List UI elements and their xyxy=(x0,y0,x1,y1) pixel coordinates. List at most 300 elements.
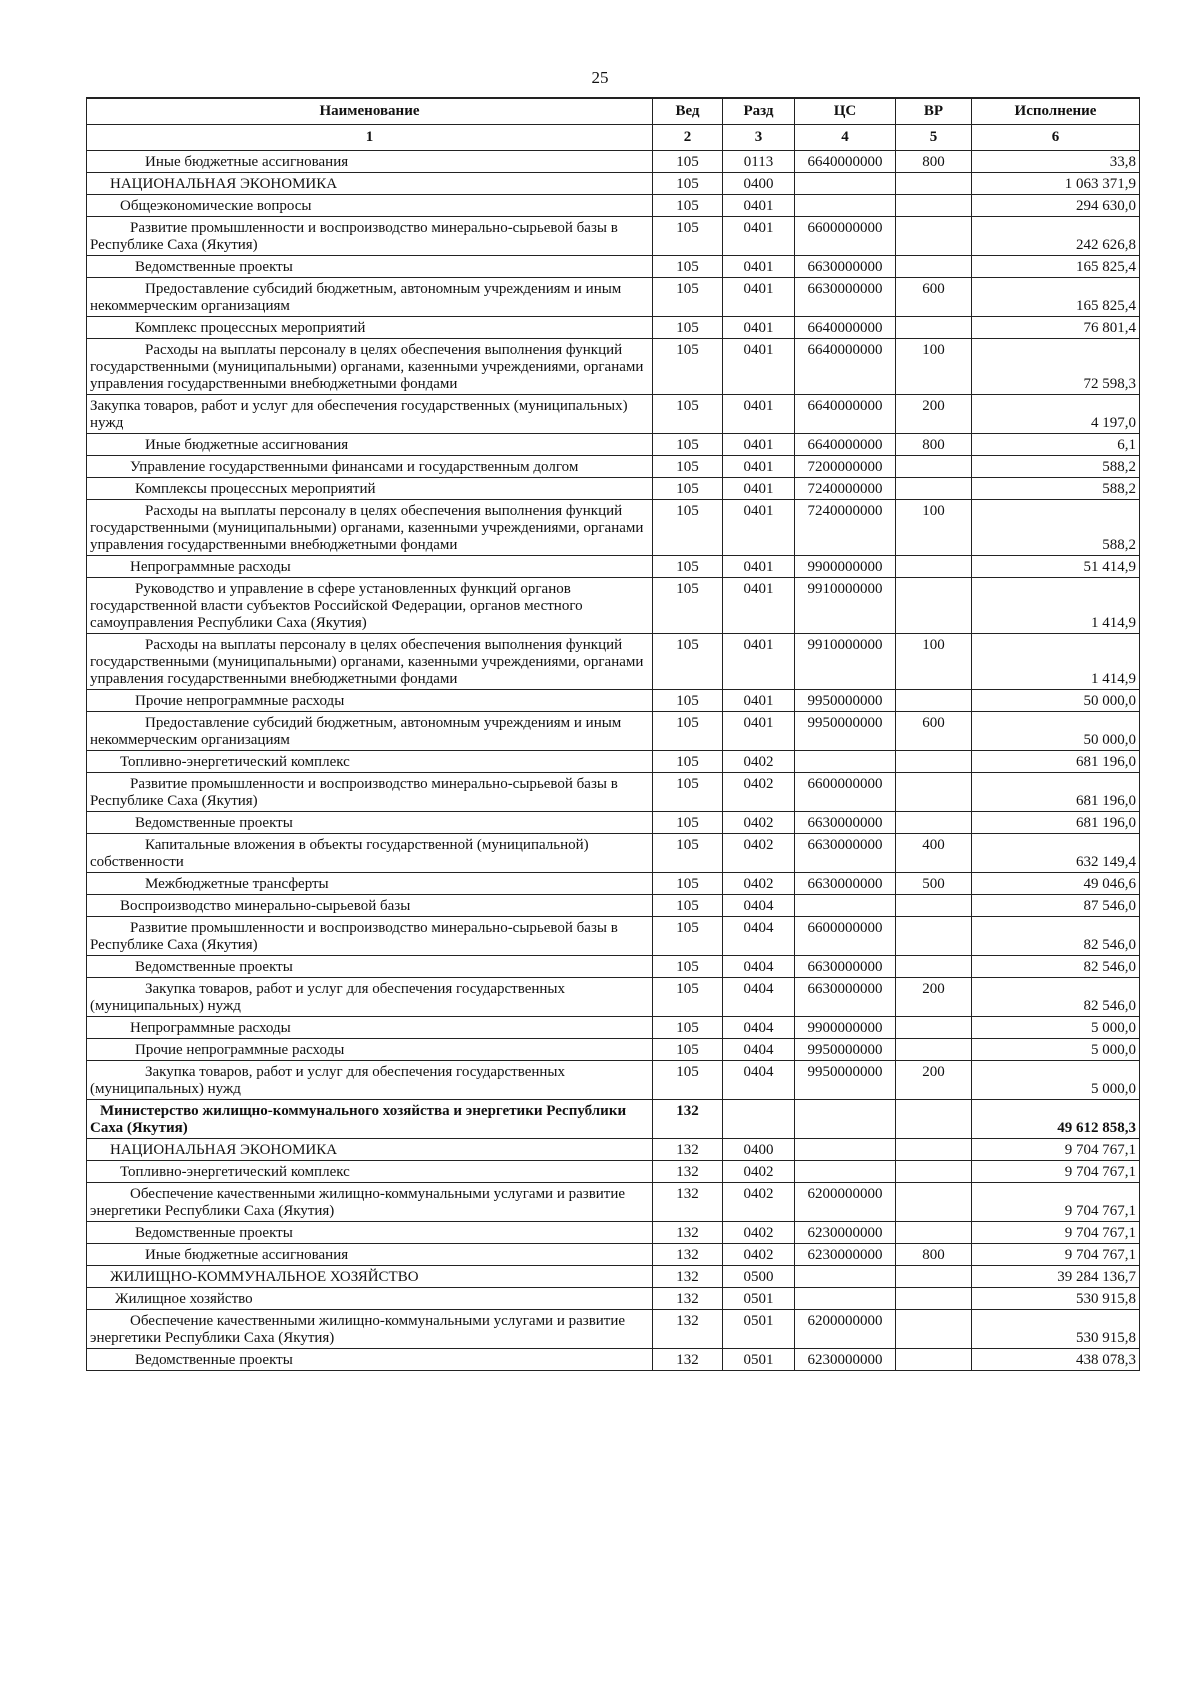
row-name-text: Ведомственные проекты xyxy=(135,1352,293,1368)
row-amount: 9 704 767,1 xyxy=(972,1222,1140,1244)
row-name xyxy=(87,751,653,773)
table-row xyxy=(87,634,1140,690)
row-razd: 0404 xyxy=(723,1017,795,1039)
row-name xyxy=(87,1349,653,1371)
row-ved: 105 xyxy=(653,978,723,1017)
col-header-vr: ВР xyxy=(896,98,972,125)
row-name-text: Воспроизводство минерально-сырьевой базы xyxy=(120,898,411,914)
row-amount: 82 546,0 xyxy=(972,956,1140,978)
table-row xyxy=(87,339,1140,395)
row-razd: 0501 xyxy=(723,1349,795,1371)
row-razd: 0404 xyxy=(723,1061,795,1100)
row-cs xyxy=(795,1288,896,1310)
row-vr: 600 xyxy=(896,712,972,751)
row-cs: 6600000000 xyxy=(795,917,896,956)
table-row xyxy=(87,873,1140,895)
table-row xyxy=(87,434,1140,456)
row-amount: 1 063 371,9 xyxy=(972,173,1140,195)
row-name-text: НАЦИОНАЛЬНАЯ ЭКОНОМИКА xyxy=(110,176,338,192)
row-razd: 0402 xyxy=(723,1222,795,1244)
row-cs xyxy=(795,195,896,217)
row-vr xyxy=(896,917,972,956)
row-cs: 9910000000 xyxy=(795,634,896,690)
row-vr: 500 xyxy=(896,873,972,895)
table-row xyxy=(87,1139,1140,1161)
row-amount: 9 704 767,1 xyxy=(972,1161,1140,1183)
row-name-text: Развитие промышленности и воспроизводство минерально-сырьевой базы в Республике Саха (Якутия) xyxy=(90,220,618,253)
row-ved: 105 xyxy=(653,478,723,500)
row-name xyxy=(87,1039,653,1061)
row-ved: 105 xyxy=(653,278,723,317)
row-razd: 0401 xyxy=(723,317,795,339)
table-row xyxy=(87,478,1140,500)
row-razd: 0402 xyxy=(723,773,795,812)
row-ved: 132 xyxy=(653,1349,723,1371)
table-row xyxy=(87,151,1140,173)
row-name xyxy=(87,812,653,834)
row-vr: 200 xyxy=(896,395,972,434)
table-row xyxy=(87,978,1140,1017)
table-row xyxy=(87,1017,1140,1039)
row-ved: 132 xyxy=(653,1161,723,1183)
row-name xyxy=(87,1266,653,1288)
table-row xyxy=(87,1266,1140,1288)
row-amount: 9 704 767,1 xyxy=(972,1244,1140,1266)
row-vr xyxy=(896,256,972,278)
row-name xyxy=(87,217,653,256)
row-vr: 100 xyxy=(896,500,972,556)
row-name xyxy=(87,434,653,456)
row-name-text: Министерство жилищно-коммунального хозяйства и энергетики Республики Саха (Якутия) xyxy=(90,1103,627,1136)
table-header-row xyxy=(87,98,1140,125)
row-razd: 0402 xyxy=(723,1244,795,1266)
row-razd: 0400 xyxy=(723,1139,795,1161)
row-vr xyxy=(896,1139,972,1161)
row-vr xyxy=(896,1100,972,1139)
row-razd: 0401 xyxy=(723,500,795,556)
row-amount: 50 000,0 xyxy=(972,690,1140,712)
col-header-cs: ЦС xyxy=(795,98,896,125)
row-name-text: Ведомственные проекты xyxy=(135,1225,293,1241)
table-row xyxy=(87,256,1140,278)
table-row xyxy=(87,395,1140,434)
table-row xyxy=(87,1100,1140,1139)
table-row xyxy=(87,1349,1140,1371)
row-ved: 105 xyxy=(653,917,723,956)
row-cs: 6630000000 xyxy=(795,834,896,873)
row-amount: 6,1 xyxy=(972,434,1140,456)
row-ved: 105 xyxy=(653,217,723,256)
row-name xyxy=(87,1100,653,1139)
row-razd: 0402 xyxy=(723,751,795,773)
row-cs xyxy=(795,895,896,917)
row-razd: 0500 xyxy=(723,1266,795,1288)
row-cs: 6230000000 xyxy=(795,1244,896,1266)
table-row xyxy=(87,278,1140,317)
row-ved: 105 xyxy=(653,690,723,712)
row-cs: 6630000000 xyxy=(795,873,896,895)
row-name xyxy=(87,478,653,500)
col-number: 5 xyxy=(896,125,972,151)
row-name xyxy=(87,978,653,1017)
row-amount: 82 546,0 xyxy=(972,917,1140,956)
row-name xyxy=(87,195,653,217)
row-vr xyxy=(896,1039,972,1061)
row-name xyxy=(87,1183,653,1222)
row-cs: 6630000000 xyxy=(795,812,896,834)
row-name-text: Развитие промышленности и воспроизводство минерально-сырьевой базы в Республике Саха (Якутия) xyxy=(90,920,618,953)
row-ved: 105 xyxy=(653,151,723,173)
table-row xyxy=(87,578,1140,634)
row-vr: 200 xyxy=(896,1061,972,1100)
row-name-text: Обеспечение качественными жилищно-коммунальными услугами и развитие энергетики Республики Саха (Якутия) xyxy=(90,1186,626,1219)
row-name-text: Предоставление субсидий бюджетным, автономным учреждениям и иным некоммерческим организациям xyxy=(90,715,622,748)
row-name-text: Иные бюджетные ассигнования xyxy=(145,154,349,170)
row-vr xyxy=(896,173,972,195)
table-row xyxy=(87,812,1140,834)
row-ved: 105 xyxy=(653,634,723,690)
row-ved: 105 xyxy=(653,395,723,434)
row-cs: 6630000000 xyxy=(795,278,896,317)
row-ved: 105 xyxy=(653,712,723,751)
table-row xyxy=(87,1222,1140,1244)
row-cs: 7200000000 xyxy=(795,456,896,478)
row-name-text: Прочие непрограммные расходы xyxy=(135,1042,345,1058)
row-name xyxy=(87,1244,653,1266)
row-cs: 6200000000 xyxy=(795,1310,896,1349)
row-amount: 5 000,0 xyxy=(972,1039,1140,1061)
row-cs: 6640000000 xyxy=(795,339,896,395)
table-row xyxy=(87,895,1140,917)
row-name xyxy=(87,278,653,317)
row-amount: 530 915,8 xyxy=(972,1288,1140,1310)
row-ved: 105 xyxy=(653,434,723,456)
row-name-text: Предоставление субсидий бюджетным, автономным учреждениям и иным некоммерческим организациям xyxy=(90,281,622,314)
row-amount: 76 801,4 xyxy=(972,317,1140,339)
row-razd: 0400 xyxy=(723,173,795,195)
row-amount: 588,2 xyxy=(972,456,1140,478)
row-vr xyxy=(896,773,972,812)
row-cs: 6640000000 xyxy=(795,317,896,339)
table-row xyxy=(87,1310,1140,1349)
table-row xyxy=(87,773,1140,812)
row-razd: 0401 xyxy=(723,634,795,690)
row-name xyxy=(87,256,653,278)
row-razd: 0404 xyxy=(723,895,795,917)
row-ved: 132 xyxy=(653,1288,723,1310)
row-amount: 242 626,8 xyxy=(972,217,1140,256)
row-amount: 50 000,0 xyxy=(972,712,1140,751)
row-name xyxy=(87,1017,653,1039)
row-name xyxy=(87,1161,653,1183)
row-cs xyxy=(795,1266,896,1288)
table-row xyxy=(87,456,1140,478)
row-name-text: Межбюджетные трансферты xyxy=(145,876,329,892)
table-row xyxy=(87,317,1140,339)
row-name-text: Непрограммные расходы xyxy=(130,1020,291,1036)
row-vr xyxy=(896,812,972,834)
row-amount: 588,2 xyxy=(972,500,1140,556)
row-name-text: Общеэкономические вопросы xyxy=(120,198,312,214)
table-row xyxy=(87,1061,1140,1100)
row-vr xyxy=(896,456,972,478)
row-vr xyxy=(896,1161,972,1183)
row-name-text: Жилищное хозяйство xyxy=(115,1291,253,1307)
table-row xyxy=(87,173,1140,195)
row-name xyxy=(87,873,653,895)
row-amount: 681 196,0 xyxy=(972,773,1140,812)
row-name xyxy=(87,895,653,917)
table-column-numbers-row xyxy=(87,125,1140,151)
row-name xyxy=(87,834,653,873)
row-amount: 5 000,0 xyxy=(972,1061,1140,1100)
col-number: 3 xyxy=(723,125,795,151)
row-razd: 0401 xyxy=(723,434,795,456)
row-name xyxy=(87,1288,653,1310)
row-name-text: Непрограммные расходы xyxy=(130,559,291,575)
row-razd: 0401 xyxy=(723,478,795,500)
row-ved: 105 xyxy=(653,173,723,195)
row-vr: 800 xyxy=(896,434,972,456)
budget-table xyxy=(86,97,1140,1371)
row-name-text: Закупка товаров, работ и услуг для обеспечения государственных (муниципальных) нужд xyxy=(90,398,628,431)
row-name-text: ЖИЛИЩНО-КОММУНАЛЬНОЕ ХОЗЯЙСТВО xyxy=(110,1269,419,1285)
row-cs: 9950000000 xyxy=(795,1061,896,1100)
page-number: 25 xyxy=(591,68,609,87)
row-name xyxy=(87,1310,653,1349)
table-row xyxy=(87,1288,1140,1310)
row-amount: 165 825,4 xyxy=(972,256,1140,278)
row-name-text: Топливно-энергетический комплекс xyxy=(120,754,350,770)
row-name xyxy=(87,712,653,751)
row-name-text: Топливно-энергетический комплекс xyxy=(120,1164,350,1180)
row-name xyxy=(87,500,653,556)
row-vr xyxy=(896,1349,972,1371)
row-cs xyxy=(795,1100,896,1139)
row-razd: 0401 xyxy=(723,712,795,751)
row-amount: 49 612 858,3 xyxy=(972,1100,1140,1139)
row-razd: 0402 xyxy=(723,873,795,895)
col-header-name: Наименование xyxy=(87,98,653,125)
row-razd: 0113 xyxy=(723,151,795,173)
row-amount: 632 149,4 xyxy=(972,834,1140,873)
row-vr xyxy=(896,1183,972,1222)
col-header-amount: Исполнение xyxy=(972,98,1140,125)
row-amount: 9 704 767,1 xyxy=(972,1139,1140,1161)
row-vr: 400 xyxy=(896,834,972,873)
row-name-text: НАЦИОНАЛЬНАЯ ЭКОНОМИКА xyxy=(110,1142,338,1158)
row-cs: 9900000000 xyxy=(795,1017,896,1039)
row-vr xyxy=(896,1017,972,1039)
col-number: 4 xyxy=(795,125,896,151)
table-row xyxy=(87,1161,1140,1183)
row-amount: 51 414,9 xyxy=(972,556,1140,578)
row-vr: 800 xyxy=(896,1244,972,1266)
row-amount: 294 630,0 xyxy=(972,195,1140,217)
table-row xyxy=(87,195,1140,217)
row-name xyxy=(87,578,653,634)
row-amount: 681 196,0 xyxy=(972,751,1140,773)
row-vr xyxy=(896,751,972,773)
row-razd: 0401 xyxy=(723,578,795,634)
row-vr xyxy=(896,195,972,217)
row-amount: 588,2 xyxy=(972,478,1140,500)
row-name xyxy=(87,917,653,956)
row-cs: 6640000000 xyxy=(795,395,896,434)
row-amount: 72 598,3 xyxy=(972,339,1140,395)
row-ved: 105 xyxy=(653,1017,723,1039)
row-amount: 5 000,0 xyxy=(972,1017,1140,1039)
table-row xyxy=(87,217,1140,256)
row-razd: 0402 xyxy=(723,834,795,873)
row-name xyxy=(87,151,653,173)
row-cs: 9950000000 xyxy=(795,690,896,712)
row-razd xyxy=(723,1100,795,1139)
row-name xyxy=(87,1139,653,1161)
row-amount: 1 414,9 xyxy=(972,578,1140,634)
row-ved: 105 xyxy=(653,873,723,895)
row-name-text: Капитальные вложения в объекты государственной (муниципальной) собственности xyxy=(90,837,589,870)
table-row xyxy=(87,917,1140,956)
row-cs xyxy=(795,751,896,773)
row-cs xyxy=(795,1139,896,1161)
row-vr xyxy=(896,1288,972,1310)
table-row xyxy=(87,556,1140,578)
row-ved: 105 xyxy=(653,751,723,773)
table-row xyxy=(87,500,1140,556)
row-vr xyxy=(896,690,972,712)
row-ved: 105 xyxy=(653,556,723,578)
row-cs: 9910000000 xyxy=(795,578,896,634)
row-ved: 105 xyxy=(653,500,723,556)
row-name-text: Иные бюджетные ассигнования xyxy=(145,1247,349,1263)
row-cs: 7240000000 xyxy=(795,500,896,556)
table-row xyxy=(87,834,1140,873)
row-ved: 105 xyxy=(653,578,723,634)
row-name-text: Комплексы процессных мероприятий xyxy=(135,481,376,497)
row-name-text: Иные бюджетные ассигнования xyxy=(145,437,349,453)
row-name-text: Расходы на выплаты персоналу в целях обеспечения выполнения функций государственными (муниципальными) органами, казенными учреждениями, органами управления государственными внебюджетными фондами xyxy=(90,637,644,687)
row-razd: 0401 xyxy=(723,256,795,278)
row-name xyxy=(87,395,653,434)
row-vr xyxy=(896,1266,972,1288)
row-amount: 49 046,6 xyxy=(972,873,1140,895)
row-name xyxy=(87,634,653,690)
col-number: 1 xyxy=(87,125,653,151)
row-vr: 100 xyxy=(896,339,972,395)
row-name-text: Прочие непрограммные расходы xyxy=(135,693,345,709)
row-razd: 0501 xyxy=(723,1288,795,1310)
row-cs: 9950000000 xyxy=(795,712,896,751)
row-name-text: Комплекс процессных мероприятий xyxy=(135,320,366,336)
row-vr xyxy=(896,1310,972,1349)
row-razd: 0402 xyxy=(723,812,795,834)
row-amount: 87 546,0 xyxy=(972,895,1140,917)
row-vr: 600 xyxy=(896,278,972,317)
row-name-text: Ведомственные проекты xyxy=(135,259,293,275)
col-header-ved: Вед xyxy=(653,98,723,125)
row-razd: 0404 xyxy=(723,1039,795,1061)
row-vr xyxy=(896,478,972,500)
row-cs: 6630000000 xyxy=(795,956,896,978)
row-cs: 6630000000 xyxy=(795,978,896,1017)
row-vr: 800 xyxy=(896,151,972,173)
row-ved: 132 xyxy=(653,1100,723,1139)
table-row xyxy=(87,751,1140,773)
row-ved: 105 xyxy=(653,256,723,278)
table-row xyxy=(87,1244,1140,1266)
row-cs: 6640000000 xyxy=(795,151,896,173)
row-amount: 681 196,0 xyxy=(972,812,1140,834)
row-amount: 438 078,3 xyxy=(972,1349,1140,1371)
row-razd: 0401 xyxy=(723,556,795,578)
row-name xyxy=(87,317,653,339)
row-ved: 132 xyxy=(653,1183,723,1222)
row-cs: 7240000000 xyxy=(795,478,896,500)
row-razd: 0401 xyxy=(723,278,795,317)
row-razd: 0401 xyxy=(723,395,795,434)
col-header-razd: Разд xyxy=(723,98,795,125)
row-amount: 530 915,8 xyxy=(972,1310,1140,1349)
table-row xyxy=(87,956,1140,978)
row-amount: 165 825,4 xyxy=(972,278,1140,317)
row-name xyxy=(87,690,653,712)
row-razd: 0401 xyxy=(723,339,795,395)
row-name xyxy=(87,556,653,578)
row-vr xyxy=(896,1222,972,1244)
row-razd: 0402 xyxy=(723,1183,795,1222)
row-cs: 6600000000 xyxy=(795,217,896,256)
row-name xyxy=(87,1061,653,1100)
row-name xyxy=(87,456,653,478)
row-razd: 0404 xyxy=(723,956,795,978)
row-ved: 105 xyxy=(653,456,723,478)
row-ved: 132 xyxy=(653,1266,723,1288)
row-cs: 6630000000 xyxy=(795,256,896,278)
row-ved: 105 xyxy=(653,812,723,834)
row-name-text: Закупка товаров, работ и услуг для обеспечения государственных (муниципальных) нужд xyxy=(90,1064,566,1097)
row-amount: 33,8 xyxy=(972,151,1140,173)
row-razd: 0401 xyxy=(723,195,795,217)
row-razd: 0401 xyxy=(723,217,795,256)
row-razd: 0404 xyxy=(723,978,795,1017)
row-razd: 0501 xyxy=(723,1310,795,1349)
row-name xyxy=(87,173,653,195)
table-row xyxy=(87,1039,1140,1061)
row-cs xyxy=(795,1161,896,1183)
row-name-text: Закупка товаров, работ и услуг для обеспечения государственных (муниципальных) нужд xyxy=(90,981,566,1014)
table-row xyxy=(87,712,1140,751)
row-cs: 6230000000 xyxy=(795,1349,896,1371)
table-row xyxy=(87,1183,1140,1222)
row-name-text: Развитие промышленности и воспроизводство минерально-сырьевой базы в Республике Саха (Якутия) xyxy=(90,776,618,809)
row-cs xyxy=(795,173,896,195)
row-ved: 105 xyxy=(653,1061,723,1100)
table-row xyxy=(87,690,1140,712)
row-name xyxy=(87,956,653,978)
row-name-text: Управление государственными финансами и государственным долгом xyxy=(130,459,579,475)
row-amount: 1 414,9 xyxy=(972,634,1140,690)
row-name-text: Ведомственные проекты xyxy=(135,815,293,831)
col-number: 6 xyxy=(972,125,1140,151)
row-name xyxy=(87,339,653,395)
row-razd: 0401 xyxy=(723,456,795,478)
row-name-text: Расходы на выплаты персоналу в целях обеспечения выполнения функций государственными (муниципальными) органами, казенными учреждениями, органами управления государственными внебюджетными фондами xyxy=(90,342,644,392)
row-ved: 132 xyxy=(653,1139,723,1161)
row-vr xyxy=(896,556,972,578)
row-amount: 82 546,0 xyxy=(972,978,1140,1017)
row-cs: 6230000000 xyxy=(795,1222,896,1244)
